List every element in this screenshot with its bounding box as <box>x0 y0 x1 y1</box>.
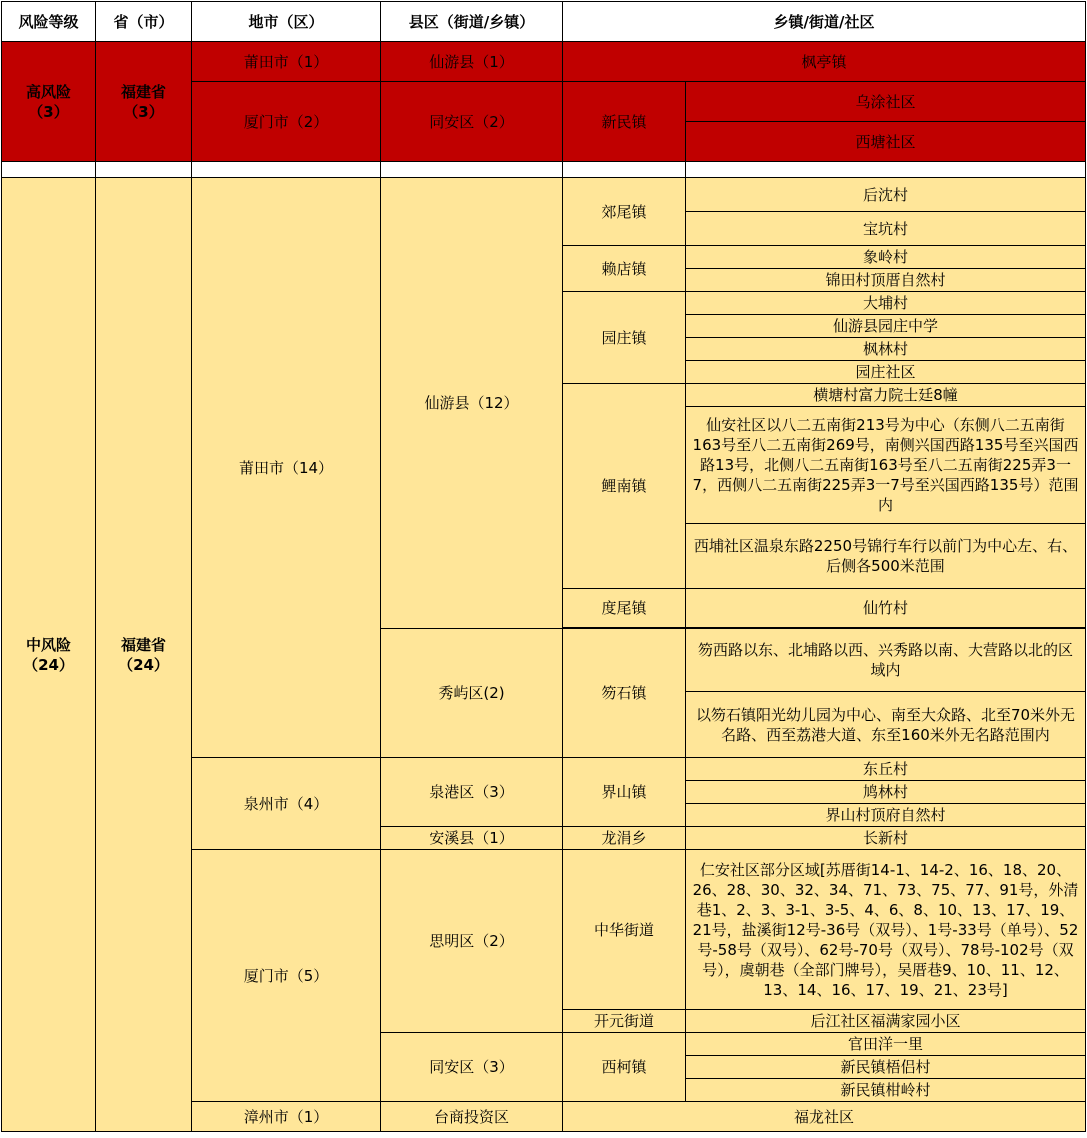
medium-city-zhangzhou: 漳州市（1） <box>192 1102 381 1132</box>
place-huxi-road: 笏西路以东、北埔路以西、兴秀路以南、大营路以北的区域内 <box>686 629 1086 692</box>
high-row-1 <box>2 42 1086 82</box>
high-province: 福建省 <box>120 82 166 101</box>
medium-county-quangang: 泉港区（3） <box>381 758 563 827</box>
medium-risk-level-cell <box>2 178 96 1132</box>
medium-risk-level: 中风险 <box>25 635 71 654</box>
header-province: 省（市） <box>96 2 192 42</box>
medium-city-quanzhou: 泉州市（4） <box>192 758 381 850</box>
high-town-fengting: 枫亭镇 <box>563 42 1086 82</box>
place-xianan: 仙安社区以八二五南街213号为中心（东侧八二五南街163号至八二五南街269号，南侧兴国西路135号至兴国西路13号，北侧八二五南街163号至八二五南街225弄3一7，西侧八二五南街225弄3一7号至兴国西路135号）范围内 <box>686 407 1086 524</box>
place-jieshan-dingfu: 界山村顶府自然村 <box>686 804 1086 827</box>
place-baokeng: 宝坑村 <box>686 212 1086 246</box>
header-county: 县区（街道/乡镇） <box>381 2 563 42</box>
place-wulv: 新民镇梧侣村 <box>686 1056 1086 1079</box>
town-hushi: 笏石镇 <box>563 629 686 758</box>
medium-county-siming: 思明区（2） <box>381 850 563 1033</box>
town-linan: 鲤南镇 <box>563 384 686 589</box>
town-laidian: 赖店镇 <box>563 246 686 292</box>
high-risk-level: 高风险 <box>25 82 71 101</box>
header-city: 地市（区） <box>192 2 381 42</box>
place-ganling: 新民镇柑岭村 <box>686 1079 1086 1102</box>
place-jintian: 锦田村顶厝自然村 <box>686 269 1086 292</box>
place-xiangling: 象岭村 <box>686 246 1086 269</box>
medium-province: 福建省 <box>120 635 166 654</box>
high-city-xiamen: 厦门市（2） <box>192 82 381 162</box>
place-fulong: 福龙社区 <box>563 1102 1086 1132</box>
header-town: 乡镇/街道/社区 <box>563 2 1086 42</box>
medium-row-1 <box>2 178 1086 212</box>
high-risk-level-cell <box>2 42 96 162</box>
medium-county-xianyou: 仙游县（12） <box>381 178 563 629</box>
place-hengtang: 横塘村富力院士廷8幢 <box>686 384 1086 407</box>
town-xike: 西柯镇 <box>563 1033 686 1102</box>
place-jiulin: 鸠林村 <box>686 781 1086 804</box>
place-yuanzhuang-school: 仙游县园庄中学 <box>686 315 1086 338</box>
high-city-putian: 莆田市（1） <box>192 42 381 82</box>
high-risk-count: （3） <box>28 102 69 121</box>
medium-risk-count: （24） <box>23 655 74 674</box>
town-jiaowei: 郊尾镇 <box>563 178 686 246</box>
high-county-xianyou: 仙游县（1） <box>381 42 563 82</box>
medium-province-count: （24） <box>118 655 169 674</box>
high-town-xinmin: 新民镇 <box>563 82 686 162</box>
place-houjiang: 后江社区福满家园小区 <box>686 1010 1086 1033</box>
place-guantianyang: 官田洋一里 <box>686 1033 1086 1056</box>
high-province-cell <box>96 42 192 162</box>
town-longjuan: 龙涓乡 <box>563 827 686 850</box>
place-dapu: 大埔村 <box>686 292 1086 315</box>
medium-county-anxi: 安溪县（1） <box>381 827 563 850</box>
town-kaiyuan: 开元街道 <box>563 1010 686 1033</box>
medium-city-putian: 莆田市（14） <box>192 178 381 758</box>
medium-county-taishang: 台商投资区 <box>381 1102 563 1132</box>
high-community-wutu: 乌涂社区 <box>686 82 1086 122</box>
place-renan: 仁安社区部分区域[苏厝街14-1、14-2、16、18、20、26、28、30、32、34、71、73、75、77、91号，外清巷1、2、3、3-1、3-5、4、6、8、10、13、17、19、21号，盐溪街12号-36号（双号）、1号-33号（单号）、52号-58号（双号）、62号-70号（双号）、78号-102号（双号），虞朝巷（全部门牌号），吴厝巷9、10、11、12、13、14、16、17、19、21、23号] <box>686 850 1086 1010</box>
header-row <box>2 2 1086 42</box>
place-houshen: 后沈村 <box>686 178 1086 212</box>
medium-city-xiamen: 厦门市（5） <box>192 850 381 1102</box>
town-zhonghua: 中华街道 <box>563 850 686 1010</box>
place-fenglin: 枫林村 <box>686 338 1086 361</box>
high-community-xitang: 西塘社区 <box>686 122 1086 162</box>
medium-county-tongan: 同安区（3） <box>381 1033 563 1102</box>
spacer-row <box>2 162 1086 178</box>
medium-province-cell <box>96 178 192 1132</box>
town-yuanzhuang: 园庄镇 <box>563 292 686 384</box>
header-risk-level: 风险等级 <box>2 2 96 42</box>
medium-county-xiuyu: 秀屿区(2) <box>381 629 563 758</box>
risk-area-table <box>1 1 1086 1132</box>
high-county-tongan: 同安区（2） <box>381 82 563 162</box>
town-jieshan: 界山镇 <box>563 758 686 827</box>
town-duwei: 度尾镇 <box>563 589 686 628</box>
place-yangguang-kindergarten: 以笏石镇阳光幼儿园为中心、南至大众路、北至70米外无名路、西至荔港大道、东至160米外无名路范围内 <box>686 692 1086 758</box>
place-xianzhu: 仙竹村 <box>686 589 1086 628</box>
place-changxin: 长新村 <box>686 827 1086 850</box>
place-xipu: 西埔社区温泉东路2250号锦行车行以前门为中心左、右、后侧各500米范围 <box>686 524 1086 589</box>
place-dongqiu: 东丘村 <box>686 758 1086 781</box>
place-yuanzhuang-community: 园庄社区 <box>686 361 1086 384</box>
high-province-count: （3） <box>123 102 164 121</box>
